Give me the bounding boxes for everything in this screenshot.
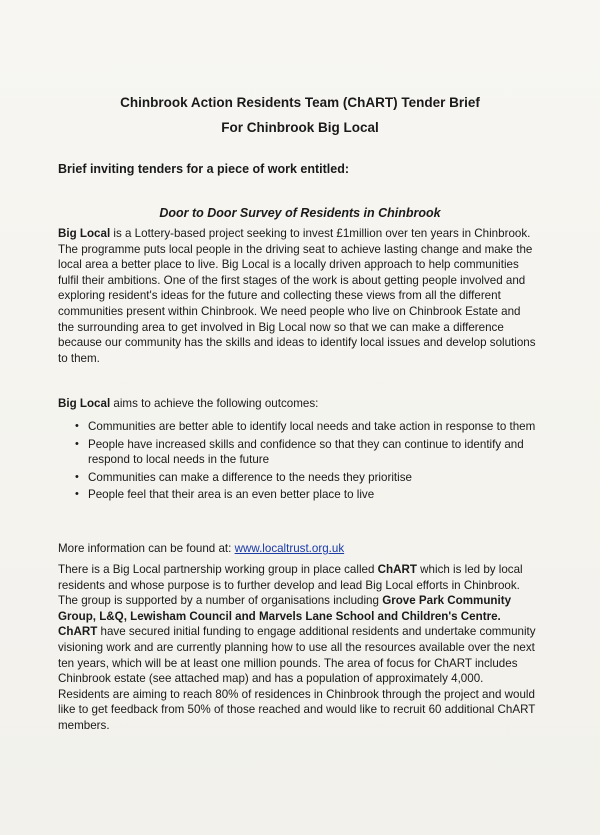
invitation-heading: Brief inviting tenders for a piece of work entitled: [58, 162, 350, 176]
outcome-text: Communities can make a difference to the needs they prioritise [88, 470, 412, 484]
bullet-icon: • [75, 470, 79, 483]
localtrust-link[interactable]: www.localtrust.org.uk [234, 542, 345, 555]
more-info-text: More information can be found at: [58, 542, 235, 555]
more-info-line [58, 542, 344, 555]
partnership-bold-2: Grove Park Community Group, L&Q, Lewisham Council and Marvels Lane School and Children's Centre. [58, 594, 512, 623]
list-item [58, 487, 538, 503]
list-item [58, 419, 538, 435]
document-subtitle-line: For Chinbrook Big Local [221, 120, 379, 135]
list-item [58, 470, 538, 486]
list-item [58, 437, 538, 468]
bullet-icon: • [75, 437, 79, 450]
partnership-bold-3: ChART [58, 625, 98, 639]
outcomes-intro [58, 396, 538, 412]
partnership-bold-1: ChART [377, 563, 417, 576]
partnership-paragraph [58, 562, 538, 734]
bullet-icon: • [75, 420, 79, 432]
partnership-text-4: have secured initial funding to engage additional residents and undertake community visioning work and are currently planning how to use all the resources available over the next ten years, which will be at least one million pounds. The area of focus for ChART includes Chinbrook estate (see attached map) and has a population of approximately 4,000. Residents are aiming to reach 80% of residences in Chinbrook through the project and would like to get feedback from 50% of those reached and would like to recruit 60 additional ChART members. [58, 625, 536, 732]
outcome-text: Communities are better able to identify local needs and take action in response to them [88, 420, 536, 433]
partnership-text-1: There is a Big Local partnership working group in place called [58, 563, 378, 576]
outcomes-bold-lead: Big Local [58, 397, 111, 410]
outcome-text: People feel that their area is an even better place to live [88, 488, 375, 502]
outcomes-list [58, 419, 538, 505]
outcomes-intro-text: aims to achieve the following outcomes: [110, 397, 319, 410]
intro-text: is a Lottery-based project seeking to invest £1million over ten years in Chinbrook. The programme puts local people in the driving seat to achieve lasting change and make the local area a better place to live. Big Local is a locally driven approach to help communities fulfil their ambitions. One of the first stages of the work is about getting people involved and exploring resident's ideas for the future and collecting these views from all the different communities present within Chinbrook. We need people who live on Chinbrook Estate and the surrounding area to get involved in Big Local now so that we can make a difference because our community has the skills and ideas to identify local issues and develop solutions to them. [58, 227, 536, 365]
intro-paragraph [58, 226, 538, 366]
bullet-icon: • [75, 488, 79, 501]
intro-bold-lead: Big Local [58, 227, 111, 240]
work-title: Door to Door Survey of Residents in Chinbrook [159, 206, 441, 220]
partnership-text-2: which is led by local residents and whose purpose is to further develop and lead Big Local efforts in Chinbrook. The group is supported by a number of organisations including [58, 563, 523, 608]
document-title: Chinbrook Action Residents Team (ChART) Tender Brief [120, 95, 480, 110]
outcome-text: People have increased skills and confidence so that they can continue to identify and respond to local needs in the future [88, 437, 524, 467]
